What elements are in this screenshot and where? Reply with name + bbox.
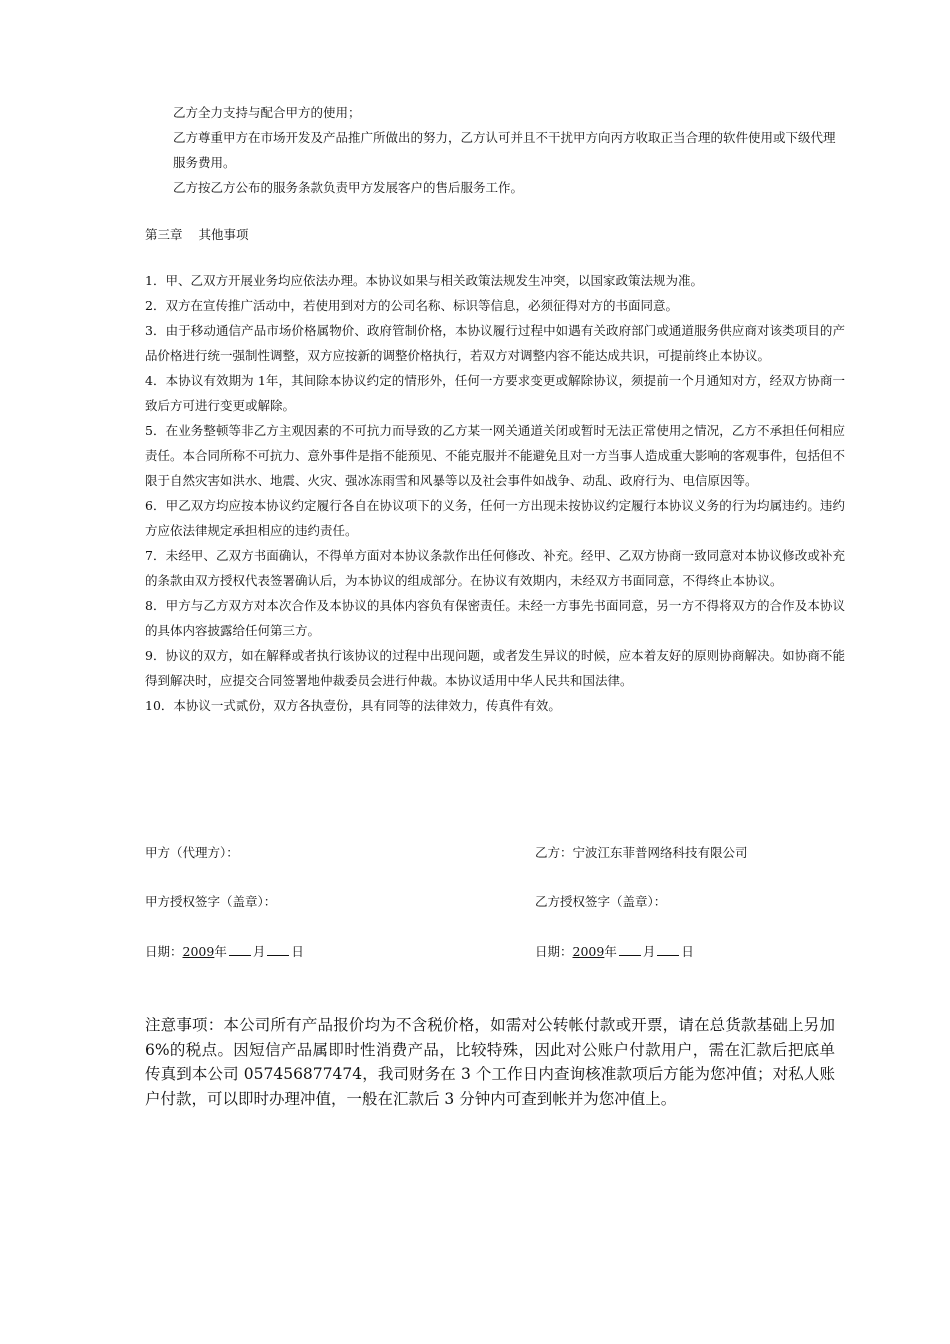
party-b-signature-label: 乙方授权签字（盖章）： <box>535 894 667 909</box>
clause-item: 5．在业务整顿等非乙方主观因素的不可抗力而导致的乙方某一网关通道关闭或暂时无法正常使用之情况，乙方不承担任何相应责任。本合同所称不可抗力、意外事件是指不能预见、不能克服并不能避免且对一方当事人造成重大影响的客观事件，包括但不限于自然灾害如洪水、地震、火灾、强冰冻雨雪和风暴等以及社会事件如战争、动乱、政府行为、电信原因等。 <box>145 423 846 488</box>
clause-item: 3．由于移动通信产品市场价格属物价、政府管制价格，本协议履行过程中如遇有关政府部门或通道服务供应商对该类项目的产品价格进行统一强制性调整，双方应按新的调整价格执行，若双方对调整内容不能达成共识，可提前终止本协议。 <box>145 323 845 363</box>
chapter-title: 其他事项 <box>198 227 249 242</box>
year-char: 年 <box>214 944 227 959</box>
clause-item: 6．甲乙双方均应按本协议约定履行各自在协议项下的义务，任何一方出现未按协议约定履行本协议义务的行为均属违约。违约方应依法律规定承担相应的违约责任。 <box>145 498 845 538</box>
clause-item: 8．甲方与乙方双方对本次合作及本协议的具体内容负有保密责任。未经一方事先书面同意，另一方不得将双方的合作及本协议的具体内容披露给任何第三方。 <box>145 598 845 638</box>
month-blank <box>619 941 641 956</box>
date-label: 日期： <box>145 944 183 959</box>
party-b-date <box>535 939 694 964</box>
party-b-label: 乙方：宁波江东菲普网络科技有限公司 <box>535 845 748 860</box>
clause-item: 9．协议的双方，如在解释或者执行该协议的过程中出现问题，或者发生异议的时候，应本着友好的原则协商解决。如协商不能得到解决时，应提交合同签署地仲裁委员会进行仲裁。本协议适用中华人民共和国法律。 <box>145 648 845 688</box>
day-char: 日 <box>291 944 304 959</box>
notice-paragraph: 注意事项：本公司所有产品报价均为不含税价格，如需对公转帐付款或开票，请在总货款基础上另加 6%的税点。因短信产品属即时性消费产品，比较特殊，因此对公账户付款用户，需在汇款后把底单传真到本公司 057456877474，我司财务在 3 个工作日内查询核准款项后方能为您冲值；对私人账户付款，可以即时办理冲值，一般在汇款后 3 分钟内可查到帐并为您冲值上。 <box>145 1016 835 1108</box>
party-a-date <box>145 939 304 964</box>
intro-section <box>145 100 845 200</box>
clauses-list <box>145 268 845 718</box>
month-blank <box>229 941 251 956</box>
clause-item: 2．双方在宣传推广活动中，若使用到对方的公司名称、标识等信息，必须征得对方的书面同意。 <box>145 298 678 313</box>
chapter-number: 第三章 <box>145 227 183 242</box>
month-char: 月 <box>642 944 656 959</box>
clause-item: 4．本协议有效期为 1年，其间除本协议约定的情形外，任何一方要求变更或解除协议，须提前一个月通知对方，经双方协商一致后方可进行变更或解除。 <box>145 373 845 413</box>
date-year: 2009 <box>572 944 605 959</box>
day-blank <box>657 941 679 956</box>
day-blank <box>267 941 289 956</box>
day-char: 日 <box>681 944 694 959</box>
intro-paragraph: 乙方尊重甲方在市场开发及产品推广所做出的努力，乙方认可并且不干扰甲方向丙方收取正当合理的软件使用或下级代理服务费用。 <box>173 130 836 170</box>
clause-item: 10．本协议一式贰份，双方各执壹份，具有同等的法律效力，传真件有效。 <box>145 698 561 713</box>
year-char: 年 <box>604 944 617 959</box>
month-char: 月 <box>252 944 266 959</box>
party-a-label: 甲方（代理方）： <box>145 845 239 860</box>
chapter-heading <box>145 222 249 247</box>
party-a-signature-label: 甲方授权签字（盖章）： <box>145 894 277 909</box>
intro-paragraph: 乙方全力支持与配合甲方的使用； <box>173 105 361 120</box>
clause-item: 1．甲、乙双方开展业务均应依法办理。本协议如果与相关政策法规发生冲突，以国家政策法规为准。 <box>145 273 703 288</box>
intro-paragraph: 乙方按乙方公布的服务条款负责甲方发展客户的售后服务工作。 <box>173 180 524 195</box>
clause-item: 7．未经甲、乙双方书面确认，不得单方面对本协议条款作出任何修改、补充。经甲、乙双方协商一致同意对本协议修改或补充的条款由双方授权代表签署确认后，为本协议的组成部分。在协议有效期内，未经双方书面同意，不得终止本协议。 <box>145 548 845 588</box>
date-label: 日期： <box>535 944 573 959</box>
date-year: 2009 <box>182 944 215 959</box>
